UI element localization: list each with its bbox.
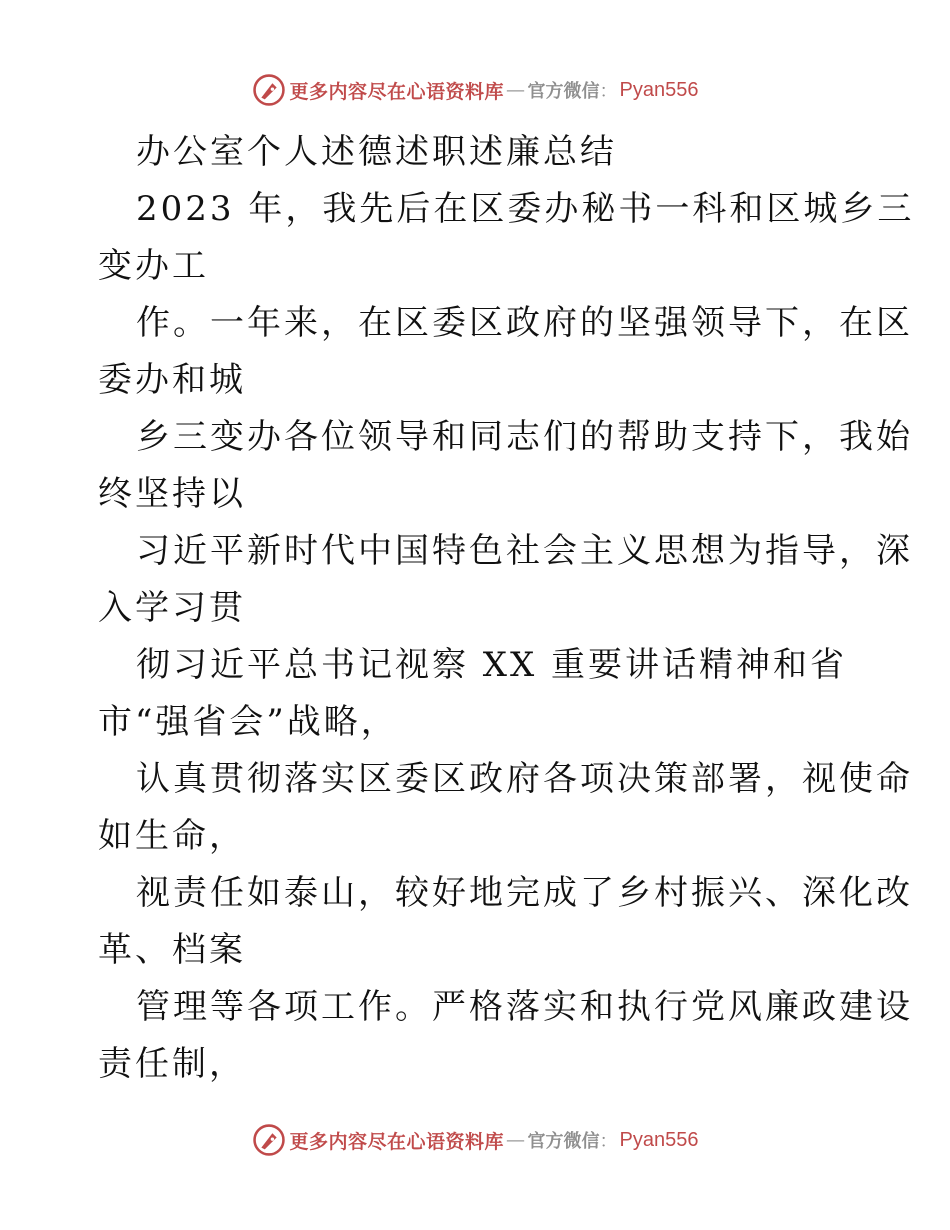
text-line: 作。一年来，在区委区政府的坚强领导下，在区 (136, 303, 913, 343)
banner-colon: ： (599, 81, 618, 102)
text-line: 变办工 (98, 246, 209, 286)
text-line: 2023 年，我先后在区委办秘书一科和区城乡三 (136, 189, 915, 229)
banner-wechat-label: 官方微信 (527, 1131, 600, 1152)
text-line: 责任制， (98, 1044, 246, 1084)
text-line: 习近平新时代中国特色社会主义思想为指导，深 (136, 531, 913, 571)
text-line: 如生命， (98, 816, 246, 856)
text-line: 委办和城 (98, 360, 246, 400)
pen-nib-logo-icon (252, 73, 286, 107)
footer-banner (0, 1120, 950, 1160)
text-line: 市“强省会”战略， (98, 702, 398, 742)
banner-promo-text: 更多内容尽在心语资料库 (289, 80, 505, 103)
banner-wechat-handle: Pyan556 (619, 1128, 699, 1151)
document-title: 办公室个人述德述职述廉总结 (136, 132, 617, 172)
text-line: 革、档案 (98, 930, 246, 970)
text-line: 管理等各项工作。严格落实和执行党风廉政建设 (136, 987, 913, 1027)
header-banner (0, 70, 950, 110)
banner-wechat-label: 官方微信 (527, 81, 600, 102)
banner-wechat-handle: Pyan556 (619, 78, 699, 101)
banner-colon: ： (599, 1131, 618, 1152)
banner-dash: — (506, 1129, 526, 1151)
text-line: 入学习贯 (98, 588, 246, 628)
text-line: 彻习近平总书记视察 XX 重要讲话精神和省 (136, 645, 848, 685)
text-line: 终坚持以 (98, 474, 246, 514)
text-line: 视责任如泰山，较好地完成了乡村振兴、深化改 (136, 873, 913, 913)
document-body (98, 124, 915, 1093)
text-line: 乡三变办各位领导和同志们的帮助支持下，我始 (136, 417, 913, 457)
banner-dash: — (506, 79, 526, 101)
text-line: 认真贯彻落实区委区政府各项决策部署，视使命 (136, 759, 913, 799)
pen-nib-logo-icon (252, 1123, 286, 1157)
banner-promo-text: 更多内容尽在心语资料库 (289, 1130, 505, 1153)
